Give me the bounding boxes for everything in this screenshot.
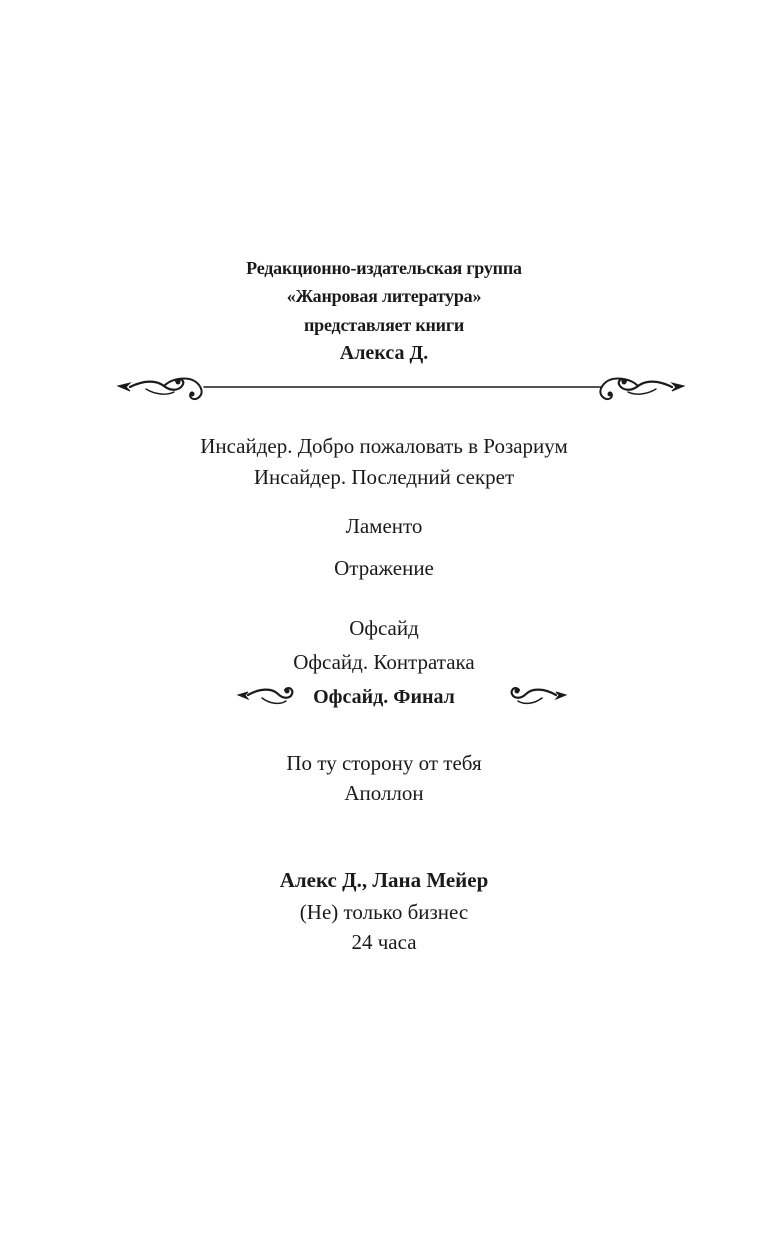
book-title-other-side: По ту сторону от тебя — [286, 751, 482, 775]
book-title-24-hours: 24 часа — [351, 930, 417, 954]
publisher-line-2: «Жанровая литература» — [286, 286, 482, 306]
book-title-insider-1: Инсайдер. Добро пожаловать в Розариум — [200, 434, 568, 458]
author-name: Алекса Д. — [339, 342, 429, 364]
presents-line: представляет книги — [304, 315, 464, 335]
right-flourish-icon — [506, 682, 568, 710]
book-title-reflection: Отражение — [334, 556, 434, 580]
coauthors: Алекс Д., Лана Мейер — [279, 868, 489, 892]
book-title-offside-1: Офсайд — [349, 616, 419, 640]
book-title-not-only-business: (Не) только бизнес — [299, 900, 469, 924]
book-title-apollo: Аполлон — [344, 781, 424, 805]
book-title-offside-2: Офсайд. Контратака — [293, 650, 475, 674]
publisher-line-1: Редакционно-издательская группа — [246, 258, 522, 278]
book-title-lamento: Ламенто — [345, 514, 423, 538]
book-title-offside-3: Офсайд. Финал — [313, 686, 455, 708]
ornamental-divider — [116, 372, 686, 406]
book-title-insider-2: Инсайдер. Последний секрет — [253, 465, 515, 489]
